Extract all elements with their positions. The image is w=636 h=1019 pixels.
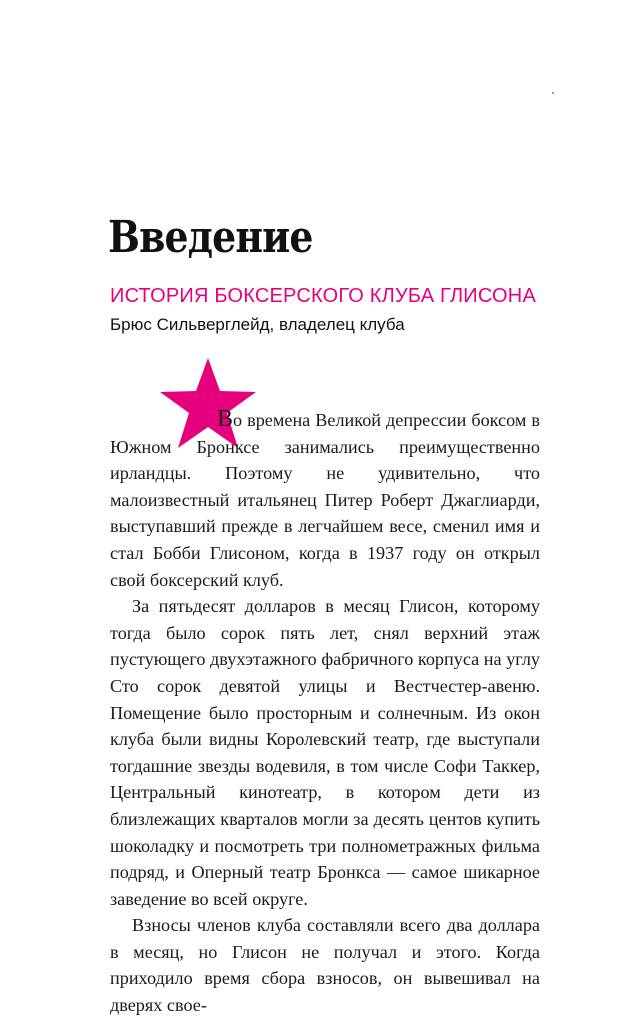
chapter-author: Брюс Сильверглейд, владелец клуба bbox=[110, 315, 405, 334]
drop-cap: В bbox=[217, 406, 234, 432]
paragraph-3: Взносы членов клуба составляли всего два доллара в месяц, но Глисон не получал и этого. Когда приходило время сбора взносов, он вывешивал на дверях свое- bbox=[110, 915, 540, 1016]
chapter-subtitle: ИСТОРИЯ БОКСЕРСКОГО КЛУБА ГЛИСОНА bbox=[110, 285, 536, 307]
paragraph-1 bbox=[110, 406, 540, 593]
paragraph-2: За пятьдесят долларов в месяц Глисон, которому тогда было сорок пять лет, снял верхний этаж пустующего двухэтажного фабричного корпуса на углу Сто сорок девятой улицы и Вестчестер-авеню. Помещение было просторным и солнечным. Из окон клуба были видны Королевский театр, где выступали тогдашние звезды водевиля, в том числе Софи Таккер, Центральный кинотеатр, в котором дети из близлежащих кварталов могли за десять центов купить шоколадку и посмотреть три полнометражных фильма подряд, и Оперный театр Бронкса — самое шикарное заведение во всей округе. bbox=[110, 596, 540, 909]
page-speck bbox=[552, 92, 554, 94]
body-text bbox=[110, 406, 540, 1019]
chapter-title: Введение bbox=[108, 212, 313, 263]
paragraph-1-text: о времена Великой депрессии боксом в Южном Бронксе занимались преимущественно ирландцы. Поэтому не удивительно, что малоизвестный итальянец Питер Роберт Джаглиарди, выступавший прежде в легчайшем весе, сменил имя и стал Бобби Глисоном, когда в 1937 году он открыл свой боксерский клуб. bbox=[110, 410, 540, 590]
